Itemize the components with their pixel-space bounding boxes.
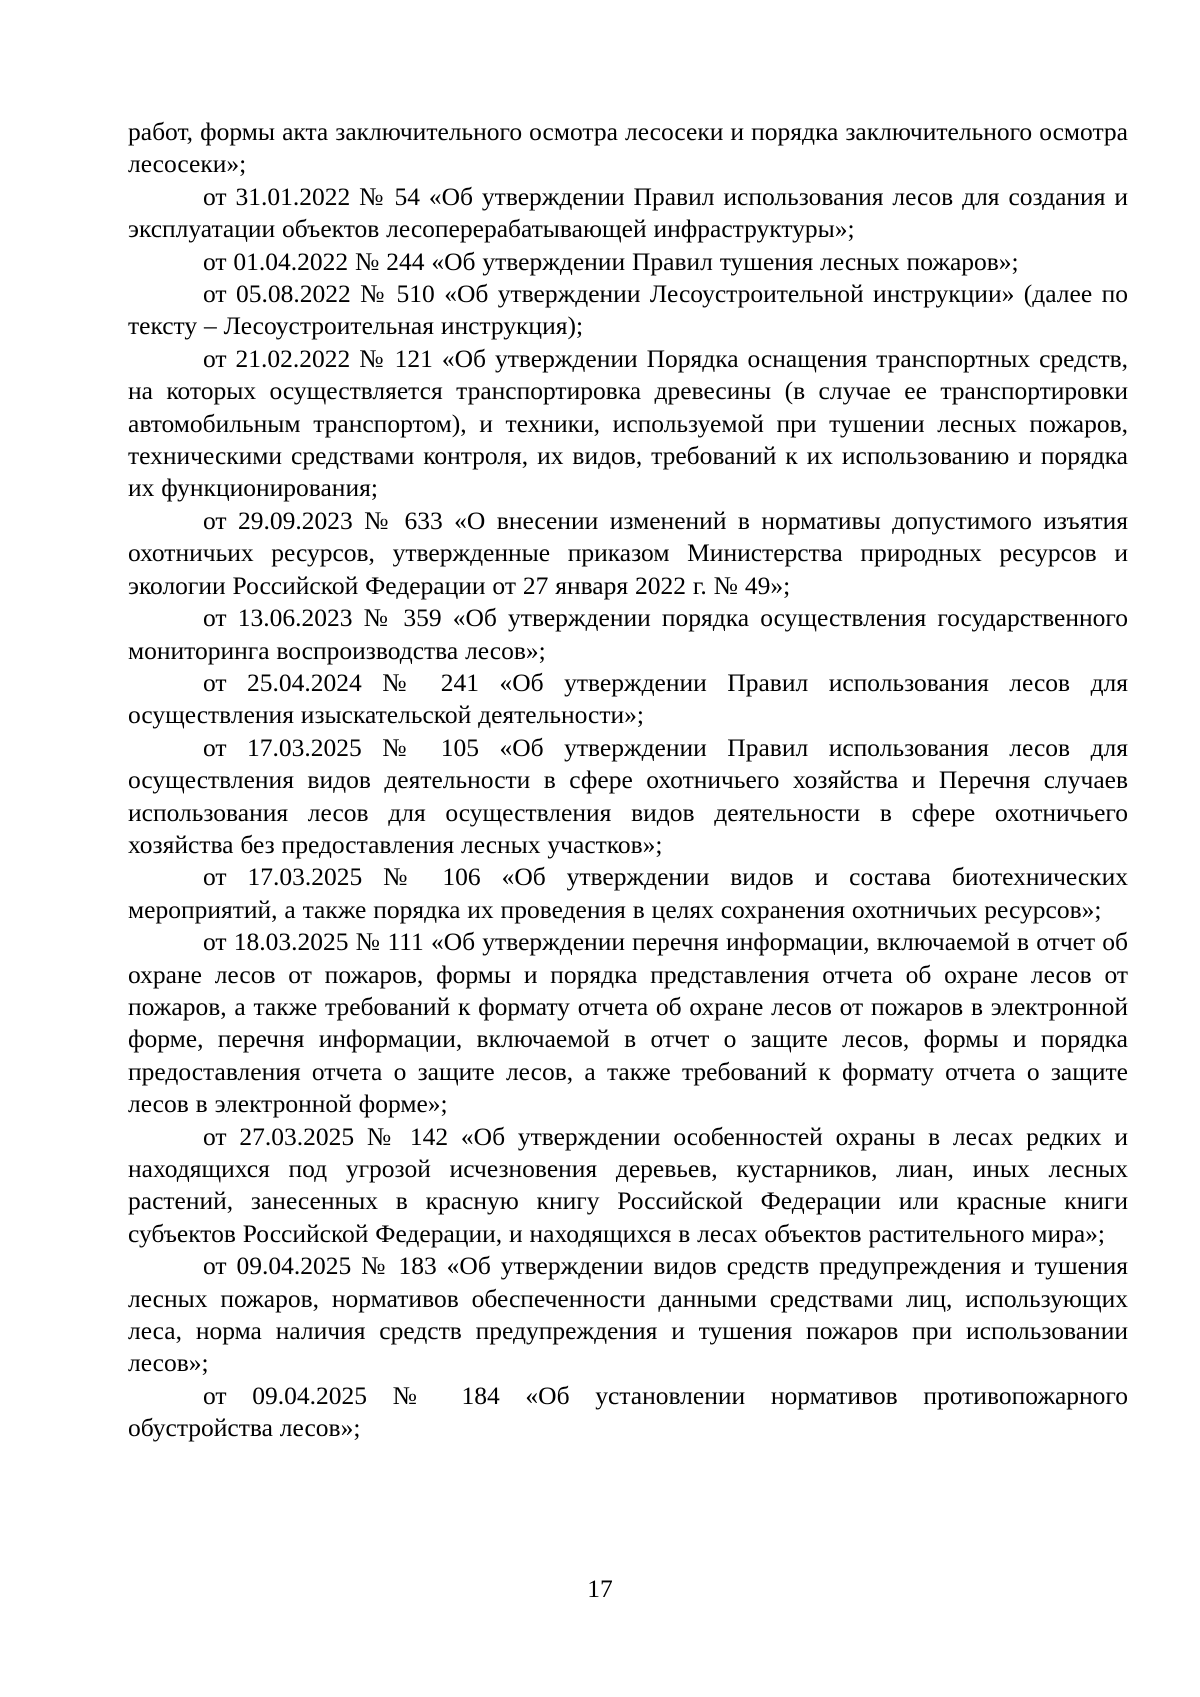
paragraph-order-106: от 17.03.2025 № 106 «Об утверждении видов и состава биотехнических мероприятий, а также порядка их проведения в целях сохранения охотничьих ресурсов»;: [128, 862, 1128, 924]
paragraph-order-105: от 17.03.2025 № 105 «Об утверждении Правил использования лесов для осуществления видов деятельности в сфере охотничьего хозяйства и Перечня случаев использования лесов для осуществления видов деятельности в сфере охотничьего хозяйства без предоставления лесных участков»;: [128, 732, 1128, 859]
paragraph-order-633: от 29.09.2023 № 633 «О внесении изменений в нормативы допустимого изъятия охотничьих ресурсов, утвержденные приказом Министерства природных ресурсов и экологии Российской Федерации от 27 января 2022 г. № 49»;: [128, 505, 1128, 600]
paragraph-order-359: от 13.06.2023 № 359 «Об утверждении порядка осуществления государственного мониторинга воспроизводства лесов»;: [128, 603, 1128, 665]
page-number: 17: [587, 1574, 613, 1603]
paragraph-order-184: от 09.04.2025 № 184 «Об установлении нормативов противопожарного обустройства лесов»;: [128, 1380, 1128, 1443]
paragraph-order-510: от 05.08.2022 № 510 «Об утверждении Лесоустроительной инструкции» (далее по тексту – Лесоустроительная инструкция);: [128, 279, 1128, 341]
paragraph-order-121: от 21.02.2022 № 121 «Об утверждении Порядка оснащения транспортных средств, на которых осуществляется транспортировка древесины (в случае ее транспортировки автомобильным транспортом), и техники, используемой при тушении лесных пожаров, техническими средствами контроля, их видов, требований к их использованию и порядка их функционирования;: [128, 343, 1128, 503]
paragraph-order-111: от 18.03.2025 № 111 «Об утверждении перечня информации, включаемой в отчет об охране лесов от пожаров, формы и порядка представления отчета об охране лесов от пожаров, а также требований к формату отчета об охране лесов от пожаров в электронной форме, перечня информации, включаемой в отчет о защите лесов, формы и порядка предоставления отчета о защите лесов, а также требований к формату отчета о защите лесов в электронной форме»;: [128, 927, 1128, 1119]
paragraph-order-183: от 09.04.2025 № 183 «Об утверждении видов средств предупреждения и тушения лесных пожаров, нормативов обеспеченности данными средствами лиц, использующих леса, норма наличия средств предупреждения и тушения пожаров при использовании лесов»;: [128, 1251, 1128, 1378]
paragraph-order-241: от 25.04.2024 № 241 «Об утверждении Правил использования лесов для осуществления изыскательской деятельности»;: [128, 667, 1128, 730]
document-body: [128, 116, 1128, 1445]
paragraph-order-142: от 27.03.2025 № 142 «Об утверждении особенностей охраны в лесах редких и находящихся под угрозой исчезновения деревьев, кустарников, лиан, иных лесных растений, занесенных в красную книгу Российской Федерации или красные книги субъектов Российской Федерации, и находящихся в лесах объектов растительного мира»;: [128, 1121, 1128, 1248]
paragraph-continuation: работ, формы акта заключительного осмотра лесосеки и порядка заключительного осмотра лесосеки»;: [128, 117, 1128, 179]
paragraph-order-244: от 01.04.2022 № 244 «Об утверждении Правил тушения лесных пожаров»;: [203, 246, 1019, 276]
paragraph-order-54: от 31.01.2022 № 54 «Об утверждении Правил использования лесов для создания и эксплуатации объектов лесоперерабатывающей инфраструктуры»;: [128, 181, 1128, 244]
